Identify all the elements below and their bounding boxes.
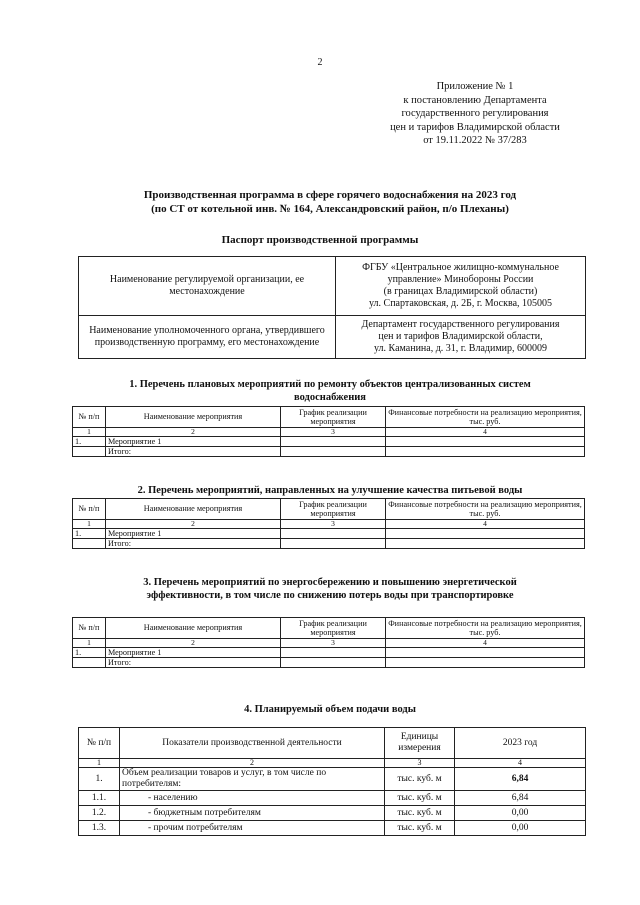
col-finance-header: Финансовые потребности на реализацию мероприятия, тыс. руб. <box>386 618 585 639</box>
table-header-row <box>73 499 585 520</box>
col-unit-header: Единицы измерения <box>385 728 455 759</box>
value-line: ул. Каманина, д. 31, г. Владимир, 600009 <box>374 343 547 354</box>
col-num-header: № п/п <box>73 499 106 520</box>
title-line: 3. Перечень мероприятий по энергосбережению и повышению энергетической <box>143 577 517 588</box>
title-line: Производственная программа в сфере горячего водоснабжения на 2023 год <box>143 189 517 201</box>
value-line: управление» Минобороны России <box>387 274 534 285</box>
table-header-row <box>73 407 585 428</box>
section-4-title: 4. Планируемый объем подачи воды <box>244 704 416 715</box>
title-line: 1. Перечень плановых мероприятий по ремонту объектов централизованных систем <box>129 379 531 390</box>
col-number: 2 <box>106 428 281 437</box>
col-finance-header: Финансовые потребности на реализацию мероприятия, тыс. руб. <box>386 407 585 428</box>
passport-heading: Паспорт производственной программы <box>221 234 419 246</box>
passport-value <box>336 257 586 316</box>
col-number: 2 <box>106 520 281 529</box>
table-header-row <box>73 618 585 639</box>
table-row <box>73 648 585 658</box>
col-indicator-header: Показатели производственной деятельности <box>120 728 385 759</box>
indicator-name: - прочим потребителям <box>120 821 385 836</box>
measure-name: Мероприятие 1 <box>106 529 281 539</box>
value-line: ФГБУ «Центральное жилищно-коммунальное <box>362 262 559 273</box>
section-2-title <box>70 484 590 497</box>
section-1-title <box>70 378 590 404</box>
indicator-name: - населению <box>120 791 385 806</box>
col-finance-header: Финансовые потребности на реализацию мероприятия, тыс. руб. <box>386 499 585 520</box>
section-3-title <box>70 576 590 602</box>
unit-value: тыс. куб. м <box>385 768 455 791</box>
volume-table <box>78 727 586 836</box>
table-row <box>73 529 585 539</box>
col-schedule-header: График реализации мероприятия <box>281 618 386 639</box>
row-number: 1. <box>73 529 106 539</box>
unit-value: тыс. куб. м <box>385 821 455 836</box>
col-schedule-header: График реализации мероприятия <box>281 407 386 428</box>
value-line: ул. Спартаковская, д. 2Б, г. Москва, 105005 <box>368 298 553 309</box>
table-header-row <box>79 728 586 759</box>
passport-table <box>78 256 586 359</box>
col-number: 4 <box>455 759 586 768</box>
empty-cell <box>386 648 585 658</box>
appendix-line: к постановлению Департамента <box>403 94 547 106</box>
total-row <box>73 539 585 549</box>
value-line: (в границах Владимирской области) <box>383 286 538 297</box>
row-number: 1. <box>79 768 120 791</box>
empty-cell <box>386 529 585 539</box>
title-line: (по СТ от котельной инв. № 164, Александровский район, п/о Плеханы) <box>151 203 509 215</box>
measure-name: Мероприятие 1 <box>106 648 281 658</box>
title-line: 2. Перечень мероприятий, направленных на улучшение качества питьевой воды <box>137 485 523 496</box>
col-schedule-header: График реализации мероприятия <box>281 499 386 520</box>
passport-label: Наименование уполномоченного органа, утвердившего производственную программу, его местонахождение <box>79 316 336 359</box>
col-name-header: Наименование мероприятия <box>106 499 281 520</box>
table-row <box>79 806 586 821</box>
empty-cell <box>73 447 106 457</box>
empty-cell <box>281 658 386 668</box>
document-title <box>80 188 580 216</box>
col-number: 1 <box>73 639 106 648</box>
measure-name: Мероприятие 1 <box>106 437 281 447</box>
title-line: водоснабжения <box>294 392 366 403</box>
value-line: цен и тарифов Владимирской области, <box>378 331 543 342</box>
appendix-line: цен и тарифов Владимирской области <box>390 121 560 133</box>
col-number: 4 <box>386 520 585 529</box>
measures-table-1 <box>72 406 585 457</box>
year-value: 6,84 <box>455 768 586 791</box>
year-value: 0,00 <box>455 806 586 821</box>
table-row <box>79 821 586 836</box>
empty-cell <box>281 437 386 447</box>
col-num-header: № п/п <box>73 407 106 428</box>
col-year-header: 2023 год <box>455 728 586 759</box>
row-number: 1.1. <box>79 791 120 806</box>
measures-table-3 <box>72 617 585 668</box>
empty-cell <box>386 447 585 457</box>
unit-value: тыс. куб. м <box>385 791 455 806</box>
empty-cell <box>281 529 386 539</box>
table-row <box>79 257 586 316</box>
appendix-line: от 19.11.2022 № 37/283 <box>423 135 527 147</box>
unit-value: тыс. куб. м <box>385 806 455 821</box>
col-number: 1 <box>73 520 106 529</box>
table-row <box>73 437 585 447</box>
empty-cell <box>386 539 585 549</box>
empty-cell <box>386 437 585 447</box>
passport-value <box>336 316 586 359</box>
col-name-header: Наименование мероприятия <box>106 618 281 639</box>
title-line: эффективности, в том числе по снижению потерь воды при транспортировке <box>146 590 514 601</box>
col-name-header: Наименование мероприятия <box>106 407 281 428</box>
appendix-line: государственного регулирования <box>401 108 549 120</box>
col-num-header: № п/п <box>79 728 120 759</box>
row-number: 1.2. <box>79 806 120 821</box>
col-number: 1 <box>73 428 106 437</box>
indicator-name: Объем реализации товаров и услуг, в том числе по потребителям: <box>120 768 385 791</box>
table-row <box>79 791 586 806</box>
column-number-row <box>73 428 585 437</box>
column-number-row <box>79 759 586 768</box>
col-number: 3 <box>385 759 455 768</box>
value-line: Департамент государственного регулирования <box>361 319 560 330</box>
table-row <box>79 316 586 359</box>
total-row <box>73 658 585 668</box>
empty-cell <box>281 447 386 457</box>
col-number: 3 <box>281 520 386 529</box>
total-row <box>73 447 585 457</box>
col-number: 4 <box>386 639 585 648</box>
measures-table-2 <box>72 498 585 549</box>
empty-cell <box>73 658 106 668</box>
empty-cell <box>281 648 386 658</box>
column-number-row <box>73 639 585 648</box>
col-number: 4 <box>386 428 585 437</box>
table-row <box>79 768 586 791</box>
col-number: 3 <box>281 639 386 648</box>
col-num-header: № п/п <box>73 618 106 639</box>
col-number: 1 <box>79 759 120 768</box>
empty-cell <box>281 539 386 549</box>
empty-cell <box>386 658 585 668</box>
appendix-line: Приложение № 1 <box>436 81 514 92</box>
total-label: Итого: <box>106 658 281 668</box>
empty-cell <box>73 539 106 549</box>
row-number: 1. <box>73 437 106 447</box>
col-number: 3 <box>281 428 386 437</box>
indicator-name: - бюджетным потребителям <box>120 806 385 821</box>
row-number: 1.3. <box>79 821 120 836</box>
row-number: 1. <box>73 648 106 658</box>
year-value: 0,00 <box>455 821 586 836</box>
year-value: 6,84 <box>455 791 586 806</box>
page-number: 2 <box>317 57 323 68</box>
appendix-reference <box>360 80 590 148</box>
col-number: 2 <box>120 759 385 768</box>
col-number: 2 <box>106 639 281 648</box>
total-label: Итого: <box>106 539 281 549</box>
column-number-row <box>73 520 585 529</box>
passport-label: Наименование регулируемой организации, ее местонахождение <box>79 257 336 316</box>
total-label: Итого: <box>106 447 281 457</box>
